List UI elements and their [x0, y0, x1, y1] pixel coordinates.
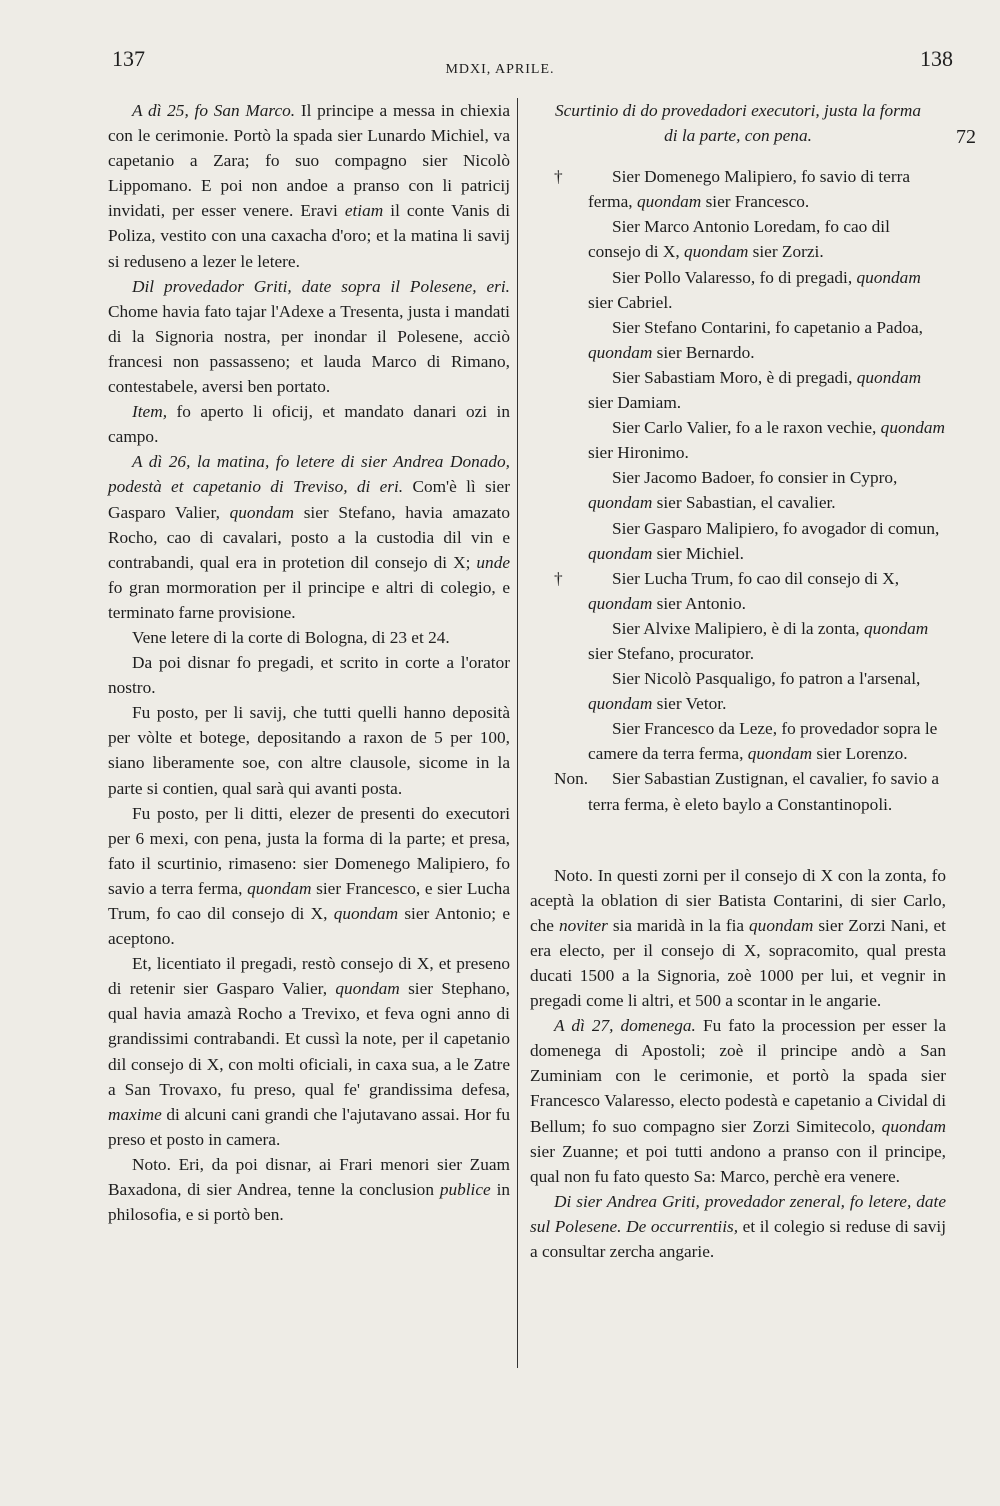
- italic-run: noviter: [558, 915, 608, 935]
- italic-run: Item,: [132, 402, 168, 422]
- column-divider: [517, 98, 518, 1368]
- text-run: Sier Jacomo Badoer, fo consier in Cypro,: [612, 468, 898, 488]
- left-paragraph: [108, 625, 510, 650]
- text-run: Sier Domenego Malipiero, fo savio di terra ferma,: [588, 167, 911, 212]
- italic-run: quondam: [747, 744, 813, 764]
- italic-run: quondam: [335, 979, 400, 999]
- italic-run: A dì 27, domenega.: [554, 1016, 696, 1036]
- italic-run: quondam: [749, 915, 814, 935]
- text-run: Sier Carlo Valier, fo a le raxon vechie,: [612, 418, 881, 438]
- text-run: sier Zorzi Nani, et era electo, per il consejo di X, sopracomito, qual presta ducati 1500 a la Signoria, zoè 1000 per lui, et vegnir in pregadi come li altri, et 500 a scontar in le angarie.: [530, 915, 946, 1011]
- text-run: fo aperto li oficij, et mandato danari ozi in campo.: [108, 402, 510, 447]
- text-run: Il principe a messa in chiexia con le cerimonie. Portò la spada sier Lunardo Michiel, va capetanio a Zara; fo suo compagno sier Nicolò Lippomano. E poi non andoe a pranso con li patricij invidati, per esser venere. Eravi: [108, 101, 510, 221]
- left-paragraph: [108, 801, 510, 952]
- text-run: sier Stefano, procurator.: [588, 643, 755, 663]
- text-run: sier Lorenzo.: [812, 744, 908, 764]
- left-paragraph: [108, 650, 510, 700]
- text-run: Da poi disnar fo pregadi, et scrito in corte a l'orator nostro.: [108, 653, 510, 698]
- text-run: in philosofia, e si portò ben.: [108, 1180, 511, 1225]
- italic-run: unde: [476, 552, 510, 572]
- text-run: Sier Sabastiam Moro, è di pregadi,: [612, 367, 857, 387]
- italic-run: quondam: [880, 418, 945, 438]
- candidate-entry: [530, 666, 946, 716]
- candidate-entry: [530, 716, 946, 766]
- candidate-entry: [530, 566, 946, 616]
- text-run: fo gran mormoration per il principe e altri di colegio, e terminato farne provisione.: [108, 577, 510, 622]
- italic-run: quondam: [863, 618, 929, 638]
- italic-run: maxime: [108, 1104, 162, 1124]
- italic-run: quondam: [856, 367, 922, 387]
- text-run: Fu fato la procession per esser la domenega di Apostoli; zoè il principe andò a San Zuminiam con le cerimonie, et portò la spada sier Francesco Valaresso, electo podestà e capetanio a Cividal di Bellum; fo suo compagno sier Zorzi Simitecolo,: [530, 1016, 947, 1136]
- text-run: di alcuni cani grandi che l'ajutavano assai. Hor fu preso et posto in camera.: [108, 1104, 510, 1149]
- text-run: Sier Francesco da Leze, fo provedador sopra le camere da terra ferma,: [588, 719, 938, 764]
- text-run: Noto. In questi zorni per il consejo di X con la zonta, fo aceptà la oblation di sier Batista Contarini, di sier Carlo, che: [530, 865, 946, 935]
- candidate-entry: [530, 315, 946, 365]
- italic-run: quondam: [588, 342, 653, 362]
- text-run: sier Vetor.: [652, 694, 727, 714]
- text-run: Sier Stefano Contarini, fo capetanio a Padoa,: [612, 317, 923, 337]
- italic-run: Dil provedador Griti, date sopra il Polesene, eri.: [132, 276, 510, 296]
- italic-run: quondam: [881, 1116, 946, 1136]
- text-run: sier Francesco.: [701, 192, 810, 212]
- candidate-entry: [530, 516, 946, 566]
- italic-run: quondam: [856, 267, 921, 287]
- candidate-entry: [530, 616, 946, 666]
- text-run: sier Michiel.: [652, 543, 744, 563]
- italic-run: quondam: [588, 694, 653, 714]
- text-run: Sier Nicolò Pasqualigo, fo patron a l'arsenal,: [612, 669, 921, 689]
- italic-run: quondam: [229, 502, 294, 522]
- text-run: Sier Marco Antonio Loredam, fo cao dil consejo di X,: [588, 217, 890, 262]
- text-run: Sier Alvixe Malipiero, è di la zonta,: [612, 618, 864, 638]
- right-paragraph: [530, 1013, 946, 1189]
- entry-mark: †: [554, 568, 563, 588]
- italic-run: quondam: [684, 242, 749, 262]
- right-column: [530, 98, 946, 1264]
- text-run: Noto. Eri, da poi disnar, ai Frari menori sier Zuam Baxadona, di sier Andrea, tenne la conclusion: [108, 1154, 510, 1200]
- text-run: sier Cabriel.: [588, 292, 673, 312]
- scrutiny-heading: Scurtinio di do provedadori executori, justa la forma di la parte, con pena.: [554, 101, 922, 146]
- text-run: Fu posto, per li ditti, elezer de presenti do executori per 6 mexi, con pena, justa la forma di la parte; et presa, fato il scurtinio, rimaseno: sier Domenego Malipiero, fo savio a terra ferma,: [108, 803, 510, 898]
- entry-mark: Non.: [554, 769, 589, 789]
- right-paragraphs: [530, 863, 946, 1265]
- text-run: sier Francesco, e sier Lucha Trum, fo cao dil consejo di X,: [108, 878, 510, 923]
- text-run: Et, licentiato il pregadi, restò consejo di X, et preseno di retenir sier Gasparo Valier,: [108, 954, 510, 999]
- right-paragraph: [530, 1189, 946, 1264]
- italic-run: etiam: [344, 201, 384, 221]
- candidate-entry: [530, 465, 946, 515]
- text-run: et il colegio si reduse di savij a consultar zercha angarie.: [530, 1216, 946, 1262]
- italic-run: A dì 25, fo San Marco.: [132, 101, 296, 120]
- italic-run: quondam: [636, 192, 702, 212]
- italic-run: publice: [439, 1180, 491, 1200]
- candidate-entry: [530, 265, 946, 315]
- text-run: Sier Gasparo Malipiero, fo avogador di comun,: [612, 518, 940, 538]
- text-run: il conte Vanis di Poliza, vestito con una caxacha d'oro; et la matina li savij si reduseno a lezer le letere.: [108, 201, 511, 271]
- candidate-list: [530, 164, 946, 816]
- italic-run: quondam: [247, 878, 312, 898]
- left-paragraph: [108, 951, 510, 1152]
- text-run: sier Hironimo.: [588, 443, 689, 463]
- text-run: Chome havia fato tajar l'Adexe a Tresenta, justa i mandati di la Signoria nostra, per inondar il Polesene, acciò francesi non passasseno; et lauda Marco di Rimano, contestabele, aversi ben portato.: [108, 301, 510, 397]
- italic-run: quondam: [333, 904, 399, 923]
- candidate-entry: [530, 766, 946, 816]
- page-number-right: 138: [920, 46, 953, 71]
- text-run: Vene letere di la corte di Bologna, di 23 et 24.: [132, 627, 450, 647]
- page-number-left: 137: [112, 46, 145, 71]
- left-paragraph: [108, 399, 510, 449]
- left-column: [108, 98, 510, 1227]
- margin-number: 72: [956, 126, 976, 148]
- candidate-entry: [530, 214, 946, 264]
- running-title: MDXI, APRILE.: [445, 62, 555, 77]
- italic-run: quondam: [588, 493, 653, 513]
- text-run: Sier Pollo Valaresso, fo di pregadi,: [612, 267, 857, 287]
- text-run: sier Zuanne; et poi tutti andono a pranso con il principe, qual non fu fato questo Sa: Marco, perchè era venere.: [530, 1141, 946, 1186]
- text-run: sia maridà in la fia: [607, 915, 750, 935]
- text-run: Sier Sabastian Zustignan, el cavalier, fo savio a terra ferma, è eleto baylo a Constantinopoli.: [588, 769, 940, 814]
- entry-mark: †: [554, 167, 563, 187]
- text-run: sier Stefano, havia amazato Rocho, cao di cavalari, posto a la custodia dil vin e contrabandi, qual era in protetion dil consejo di X;: [108, 502, 510, 572]
- text-run: Sier Lucha Trum, fo cao dil consejo di X,: [612, 568, 900, 588]
- text-run: sier Antonio; e aceptono.: [108, 904, 511, 949]
- candidate-entry: [530, 415, 946, 465]
- candidate-entry: [530, 365, 946, 415]
- candidate-entry: [530, 164, 946, 214]
- italic-run: Di sier Andrea Griti, provedador zeneral, fo letere, date sul Polesene. De occurrentiis,: [530, 1191, 946, 1236]
- italic-run: quondam: [588, 593, 653, 613]
- text-run: sier Damiam.: [588, 393, 682, 413]
- text-run: sier Zorzi.: [748, 242, 824, 262]
- left-paragraph: [108, 449, 510, 625]
- text-run: Fu posto, per li savij, che tutti quelli hanno deposità per vòlte et botege, depositando a raxon de 5 per 100, siano liberamente soe, con altre clausole, sicome in la parte si contien, qual sarà qui avanti posta.: [108, 703, 510, 798]
- text-run: Com'è lì sier Gasparo Valier,: [108, 477, 510, 522]
- italic-run: A dì 26, la matina, fo letere di sier Andrea Donado, podestà et capetanio di Treviso, di eri.: [108, 452, 510, 497]
- left-paragraph: [108, 274, 510, 399]
- italic-run: quondam: [588, 543, 653, 563]
- left-paragraph: [108, 700, 510, 800]
- left-paragraph: [108, 98, 510, 274]
- left-paragraph: [108, 1152, 510, 1227]
- text-run: sier Bernardo.: [652, 342, 755, 362]
- right-paragraph: [530, 863, 946, 1014]
- text-run: sier Antonio.: [652, 593, 746, 613]
- text-run: sier Stephano, qual havia amazà Rocho a Trevixo, et feva ogni anno di grandissimi contrabandi. Et cussì la note, per il capetanio dil consejo di X, con molti oficiali, in caxa sua, a le Zatre a San Trovaxo, fu preso, qual fe' grandissima defesa,: [108, 979, 511, 1099]
- text-run: sier Sabastian, el cavalier.: [652, 493, 836, 513]
